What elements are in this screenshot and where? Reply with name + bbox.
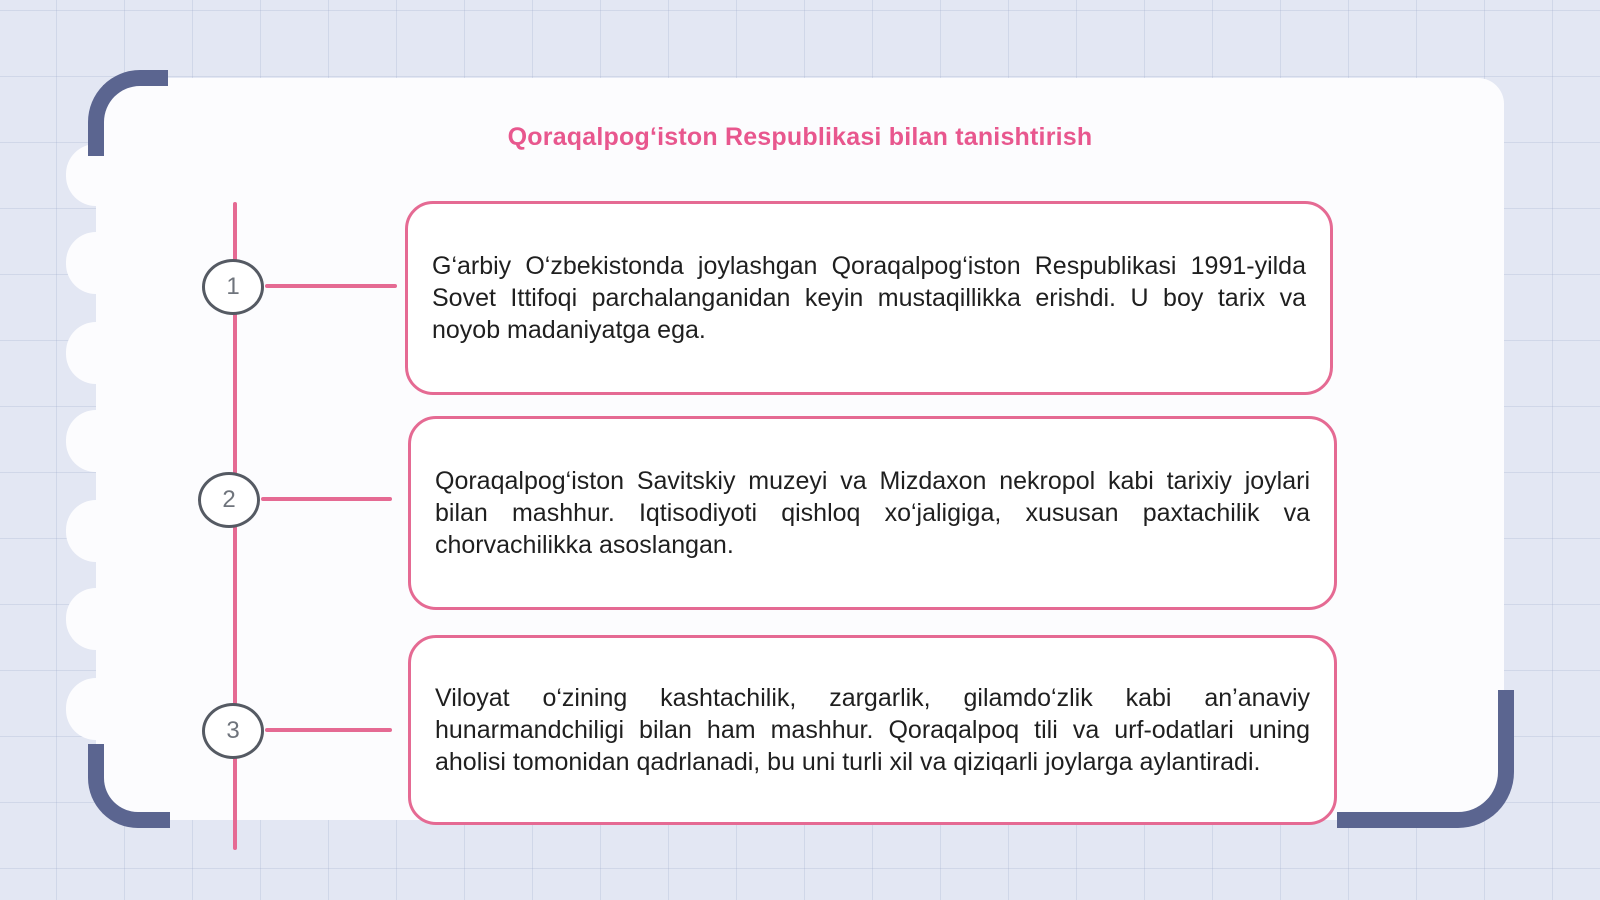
timeline-connector [265, 284, 397, 288]
timeline-entry-text: G‘arbiy O‘zbekistonda joylashgan Qoraqalpog‘iston Respublikasi 1991-yilda Sovet Ittifoqi parchalanganidan keyin mustaqillikka erishdi. U boy tarix va noyob madaniyatga ega. [432, 252, 1306, 344]
timeline-entry-box [408, 635, 1337, 825]
timeline-entry-text: Qoraqalpog‘iston Savitskiy muzeyi va Mizdaxon nekropol kabi tarixiy joylari bilan mashhur. Iqtisodiyoti qishloq xo‘jaligiga, xususan paxtachilik va chorvachilikka asoslangan. [435, 467, 1310, 559]
timeline-number-badge [198, 472, 260, 528]
timeline-entry-text: Viloyat o‘zining kashtachilik, zargarlik, gilamdo‘zlik kabi an’anaviy hunarmandchiligi bilan ham mashhur. Qoraqalpoq tili va urf-odatlari uning aholisi tomonidan qadrlanadi, bu uni turli xil va qiziqarli joylarga aylantiradi. [435, 684, 1310, 776]
timeline-entry-box [405, 201, 1333, 395]
card-scallop-tab [66, 588, 126, 650]
timeline-connector [261, 497, 392, 501]
timeline-number: 3 [226, 717, 240, 744]
card-scallop-tab [66, 678, 126, 740]
card-scallop-tab [66, 322, 126, 384]
corner-bracket-bottom-right [1337, 690, 1514, 828]
timeline-number: 1 [226, 273, 240, 300]
card-scallop-tab [66, 232, 126, 294]
timeline-connector [265, 728, 392, 732]
timeline-number-badge [202, 703, 264, 759]
card-scallop-tab [66, 410, 126, 472]
timeline-number: 2 [222, 486, 236, 513]
corner-bracket-bottom-left [88, 744, 170, 828]
corner-bracket-top-left [88, 70, 168, 156]
slide-title: Qoraqalpog‘iston Respublikasi bilan tanishtirish [507, 123, 1093, 151]
card-scallop-tab [66, 500, 126, 562]
timeline-number-badge [202, 259, 264, 315]
timeline-entry-box [408, 416, 1337, 610]
